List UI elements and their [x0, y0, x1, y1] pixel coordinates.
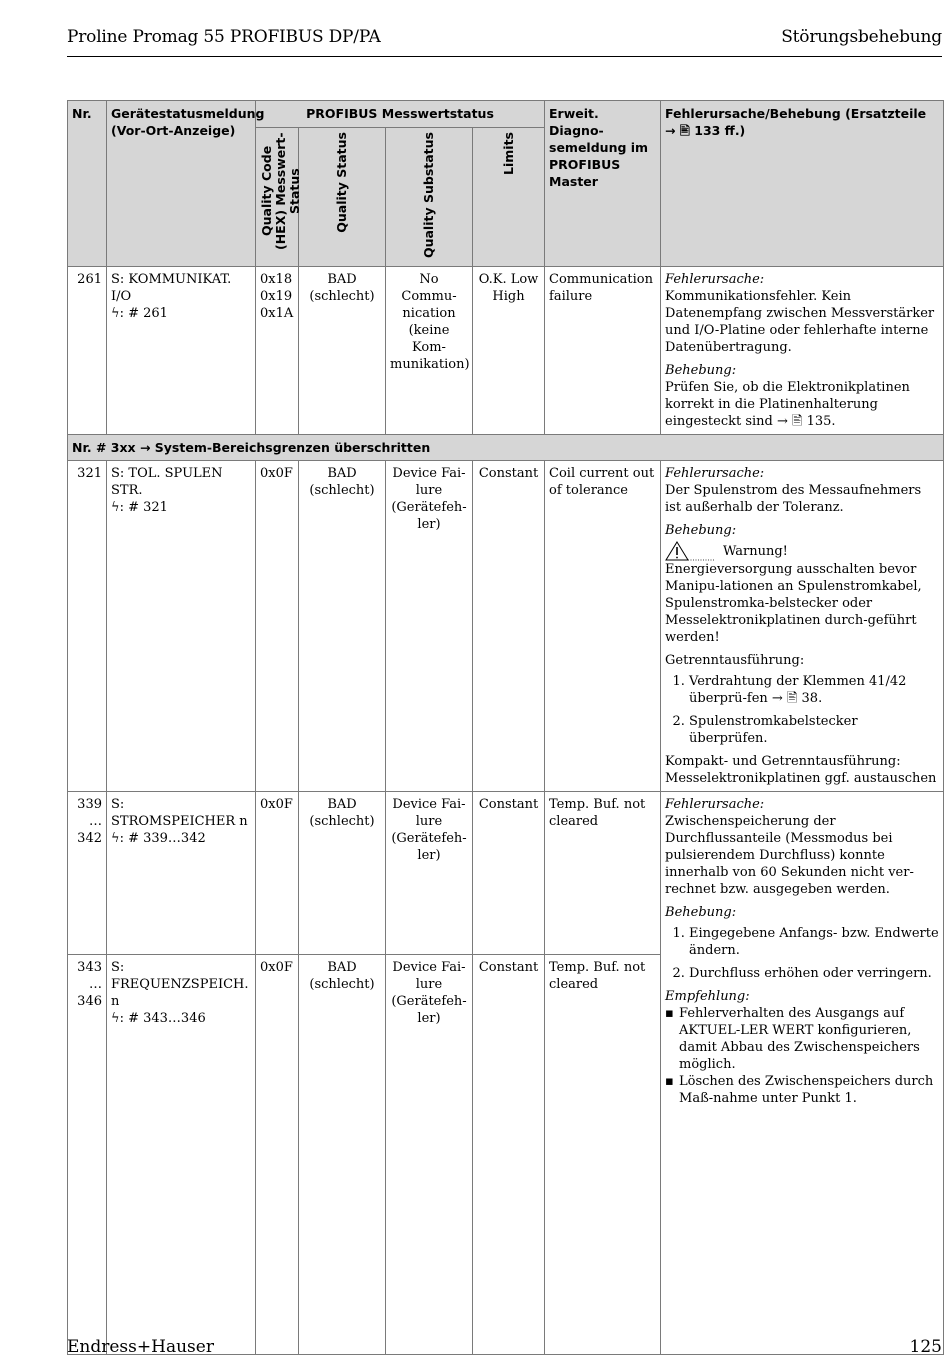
message-code: ϟ: # 321 [111, 500, 168, 516]
list-item: 2. Spulenstromkabelstecker überprüfen. [689, 713, 939, 747]
row-nr: 339 … 342 [68, 792, 107, 955]
compact-label: Kompakt- und Getrenntausführung: [665, 754, 901, 770]
row-diagnosis: Communication failure [545, 267, 661, 435]
col-header-quality-status [299, 128, 386, 267]
remote-label: Getrenntausführung: [665, 653, 805, 669]
row-limits: Constant [473, 461, 545, 792]
footer-brand: Endress+Hauser [67, 1337, 214, 1357]
fix-label: Behebung: [665, 905, 737, 921]
message-display: S: STROMSPEICHER n [111, 797, 248, 830]
warning-block [665, 541, 939, 561]
row-quality-code: 0x0F [256, 955, 299, 1355]
row-quality-status: BAD (schlecht) [299, 267, 386, 435]
row-message [107, 955, 256, 1355]
warning-icon [665, 541, 715, 561]
page-number: 125 [909, 1337, 942, 1357]
quality-substatus-label: Quality Substatus [421, 132, 436, 259]
recommendation-list [665, 1005, 939, 1107]
header-section: Störungsbehebung [781, 27, 942, 47]
quality-code-label: Quality Code (HEX) Messwert-Status [259, 132, 302, 250]
row-quality-code: 0x18 0x19 0x1A [256, 267, 299, 435]
remote-steps [665, 673, 939, 747]
row-quality-substatus: Device Fai-lure (Gerätefeh-ler) [386, 955, 473, 1355]
list-item: ▪ Löschen des Zwischenspeichers durch Maß-nahme unter Punkt 1. [679, 1073, 939, 1107]
limits-label: Limits [500, 132, 516, 175]
row-quality-code: 0x0F [256, 792, 299, 955]
table-row [68, 792, 944, 955]
fix-label: Behebung: [665, 363, 737, 379]
quality-status-label: Quality Status [334, 132, 349, 233]
message-code: ϟ: # 261 [111, 306, 168, 322]
table-row [68, 461, 944, 792]
fix-text: Prüfen Sie, ob die Elektronikplatinen korrekt in die Platinenhalterung eingesteckt sind → 🖹 135. [665, 380, 910, 430]
col-header-profibus-group: PROFIBUS Messwertstatus [256, 101, 545, 128]
list-item: ▪ Fehlerverhalten des Ausgangs auf AKTUEL-LER WERT konfigurieren, damit Abbau des Zwischenspeichers möglich. [679, 1005, 939, 1073]
row-cause [661, 267, 944, 435]
fix-label: Behebung: [665, 523, 737, 539]
row-quality-status: BAD (schlecht) [299, 792, 386, 955]
row-quality-code: 0x0F [256, 461, 299, 792]
col-header-quality-code [256, 128, 302, 267]
cause-label: Fehlerursache: [665, 797, 765, 813]
header-rule [67, 56, 942, 57]
col-header-nr: Nr. [68, 101, 107, 267]
table-row [68, 267, 944, 435]
list-item: 2. Durchfluss erhöhen oder verringern. [689, 965, 939, 982]
cause-text: Der Spulenstrom des Messaufnehmers ist außerhalb der Toleranz. [665, 483, 922, 516]
recommendation-label: Empfehlung: [665, 989, 750, 1005]
row-nr: 261 [68, 267, 107, 435]
row-cause [661, 792, 944, 1355]
row-message [107, 792, 256, 955]
cause-text: Zwischenspeicherung der Durchflussanteile (Messmodus bei pulsierendem Durchfluss) konnte innerhalb von 60 Sekunden nicht ver-rechnet bzw. ausgegeben werden. [665, 814, 914, 898]
row-limits: O.K. Low High [473, 267, 545, 435]
row-limits: Constant [473, 955, 545, 1355]
row-quality-substatus: Device Fai-lure (Gerätefeh-ler) [386, 461, 473, 792]
cause-label: Fehlerursache: [665, 272, 765, 288]
row-diagnosis: Coil current out of tolerance [545, 461, 661, 792]
fix-steps [665, 925, 939, 982]
row-cause [661, 461, 944, 792]
warning-text: Energieversorgung ausschalten bevor Manipu-lationen an Spulenstromkabel, Spulenstromka-belstecker oder Messelektronikplatinen durch-geführt werden! [665, 562, 922, 646]
row-message [107, 461, 256, 792]
row-diagnosis: Temp. Buf. not cleared [545, 792, 661, 955]
row-quality-status: BAD (schlecht) [299, 955, 386, 1355]
col-header-diagnosis: Erweit. Diagno-semeldung im PROFIBUS Master [545, 101, 661, 267]
col-header-cause: Fehlerursache/Behebung (Ersatzteile → 🖹 133 ff.) [661, 101, 944, 267]
col-header-message: Gerätestatusmeldung (Vor-Ort-Anzeige) [107, 101, 256, 267]
list-item: 1. Eingegebene Anfangs- bzw. Endwerte ändern. [689, 925, 939, 959]
message-code: ϟ: # 343…346 [111, 1011, 206, 1027]
cause-text: Kommunikationsfehler. Kein Datenempfang zwischen Messverstärker und I/O-Platine oder fehlerhafte interne Datenübertragung. [665, 289, 935, 356]
row-nr: 321 [68, 461, 107, 792]
row-limits: Constant [473, 792, 545, 955]
message-display: S: FREQUENZSPEICH. n [111, 960, 249, 1010]
row-diagnosis: Temp. Buf. not cleared [545, 955, 661, 1355]
col-header-limits [473, 128, 545, 267]
message-display: S: KOMMUNIKAT. I/O [111, 272, 232, 305]
compact-text: Messelektronikplatinen ggf. austauschen [665, 771, 937, 787]
list-item: 1. Verdrahtung der Klemmen 41/42 überprü-fen → 🖹 38. [689, 673, 939, 707]
message-display: S: TOL. SPULEN STR. [111, 466, 223, 499]
error-table [67, 100, 944, 1355]
section-row [68, 435, 944, 461]
message-code: ϟ: # 339…342 [111, 831, 206, 847]
row-nr: 343 … 346 [68, 955, 107, 1355]
row-quality-substatus: Device Fai-lure (Gerätefeh-ler) [386, 792, 473, 955]
warning-label: Warnung! [723, 543, 788, 559]
cause-label: Fehlerursache: [665, 466, 765, 482]
section-title: Nr. # 3xx → System-Bereichsgrenzen überschritten [68, 435, 944, 461]
row-quality-substatus: No Commu-nication (keine Kom-munikation) [386, 267, 473, 435]
row-message [107, 267, 256, 435]
row-quality-status: BAD (schlecht) [299, 461, 386, 792]
header-title: Proline Promag 55 PROFIBUS DP/PA [67, 27, 381, 47]
col-header-quality-substatus [386, 128, 473, 267]
